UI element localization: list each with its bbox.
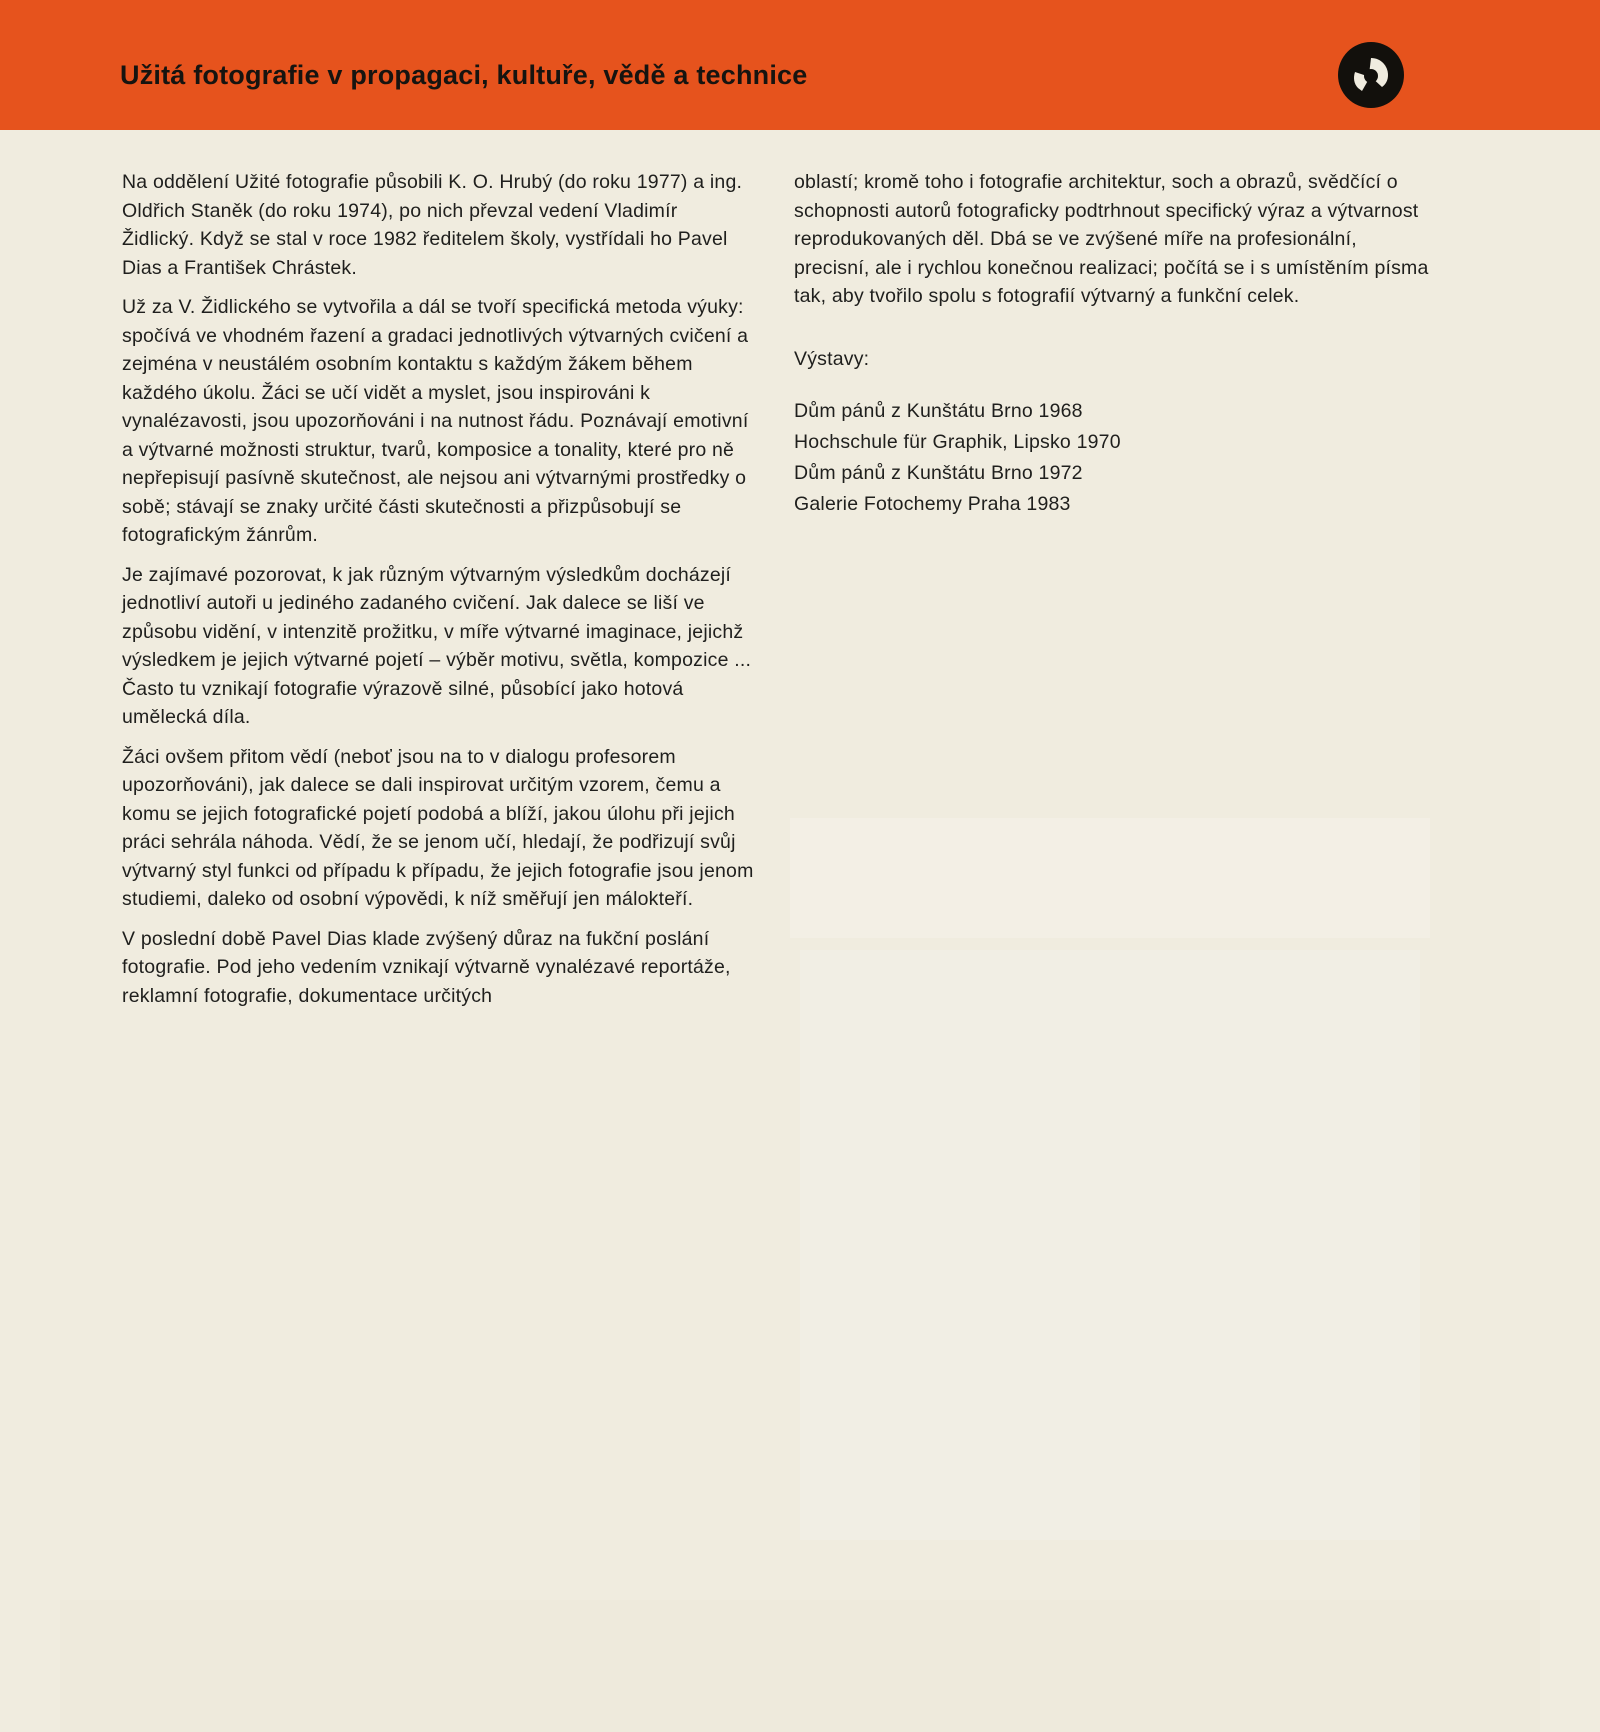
right-column	[794, 168, 1434, 521]
exhibition-item: Hochschule für Graphik, Lipsko 1970	[794, 431, 1121, 453]
exhibition-item: Dům pánů z Kunštátu Brno 1968	[794, 400, 1083, 422]
left-column	[122, 168, 754, 1021]
header-band	[0, 0, 1600, 130]
page-title: Užitá fotografie v propagaci, kultuře, vědě a technice	[120, 60, 808, 90]
exhibition-item: Galerie Fotochemy Praha 1983	[794, 493, 1071, 515]
exhibitions-heading: Výstavy:	[794, 347, 870, 370]
paragraph: V poslední době Pavel Dias klade zvýšený důraz na fukční poslání fotografie. Pod jeho vedením vznikají výtvarně vynalézavé reportáže, reklamní fotografie, dokumentace určitých	[122, 927, 731, 1007]
paragraph: oblastí; kromě toho i fotografie architektur, soch a obrazů, svědčící o schopnosti autorů fotograficky podtrhnout specifický výraz a výtvarnost reprodukovaných děl. Dbá se ve zvýšené míře na profesionální, precisní, ale i rychlou konečnou realizaci; počítá se i s umístěním písma tak, aby tvořilo spolu s fotografií výtvarný a funkční celek.	[794, 171, 1429, 307]
exhibition-list	[794, 397, 1434, 519]
exhibition-item: Dům pánů z Kunštátu Brno 1972	[794, 462, 1083, 484]
aperture-logo-icon	[1336, 40, 1406, 110]
scan-artifact	[800, 950, 1420, 1540]
paragraph: Na oddělení Užité fotografie působili K. O. Hrubý (do roku 1977) a ing. Oldřich Staněk (do roku 1974), po nich převzal vedení Vladimír Židlický. Když se stal v roce 1982 ředitelem školy, vystřídali ho Pavel Dias a František Chrástek.	[122, 171, 743, 279]
paragraph: Je zajímavé pozorovat, k jak různým výtvarným výsledkům docházejí jednotliví autoři u jediného zadaného cvičení. Jak dalece se liší ve způsobu vidění, v intenzitě prožitku, v míře výtvarné imaginace, jejichž výsledkem je jejich výtvarné pojetí – výběr motivu, světla, kompozice ... Často tu vznikají fotografie výrazově silné, působící jako hotová umělecká díla.	[122, 563, 752, 728]
scan-artifact	[790, 818, 1430, 938]
paragraph: Už za V. Židlického se vytvořila a dál se tvoří specifická metoda výuky: spočívá ve vhodném řazení a gradaci jednotlivých výtvarných cvičení a zejména v neustálém osobním kontaktu s každým žákem během každého úkolu. Žáci se učí vidět a myslet, jsou inspirováni k vynalézavosti, jsou upozorňováni i na nutnost řádu. Poznávají emotivní a výtvarné možnosti struktur, tvarů, komposice a tonality, které pro ně nepřepisují pasívně skutečnost, ale nejsou ani výtvarnými prostředky o sobě; stávají se znaky určité části skutečnosti a přizpůsobují se fotografickým žánrům.	[122, 296, 749, 546]
scan-artifact	[60, 1600, 1540, 1732]
paragraph: Žáci ovšem přitom vědí (neboť jsou na to v dialogu profesorem upozorňováni), jak dalece se dali inspirovat určitým vzorem, čemu a komu se jejich fotografické pojetí podobá a blíží, jakou úlohu při jejich práci sehrála náhoda. Vědí, že se jenom učí, hledají, že podřizují svůj výtvarný styl funkci od případu k případu, že jejich fotografie jsou jenom studiemi, daleko od osobní výpovědi, k níž směřují jen málokteří.	[122, 745, 754, 910]
